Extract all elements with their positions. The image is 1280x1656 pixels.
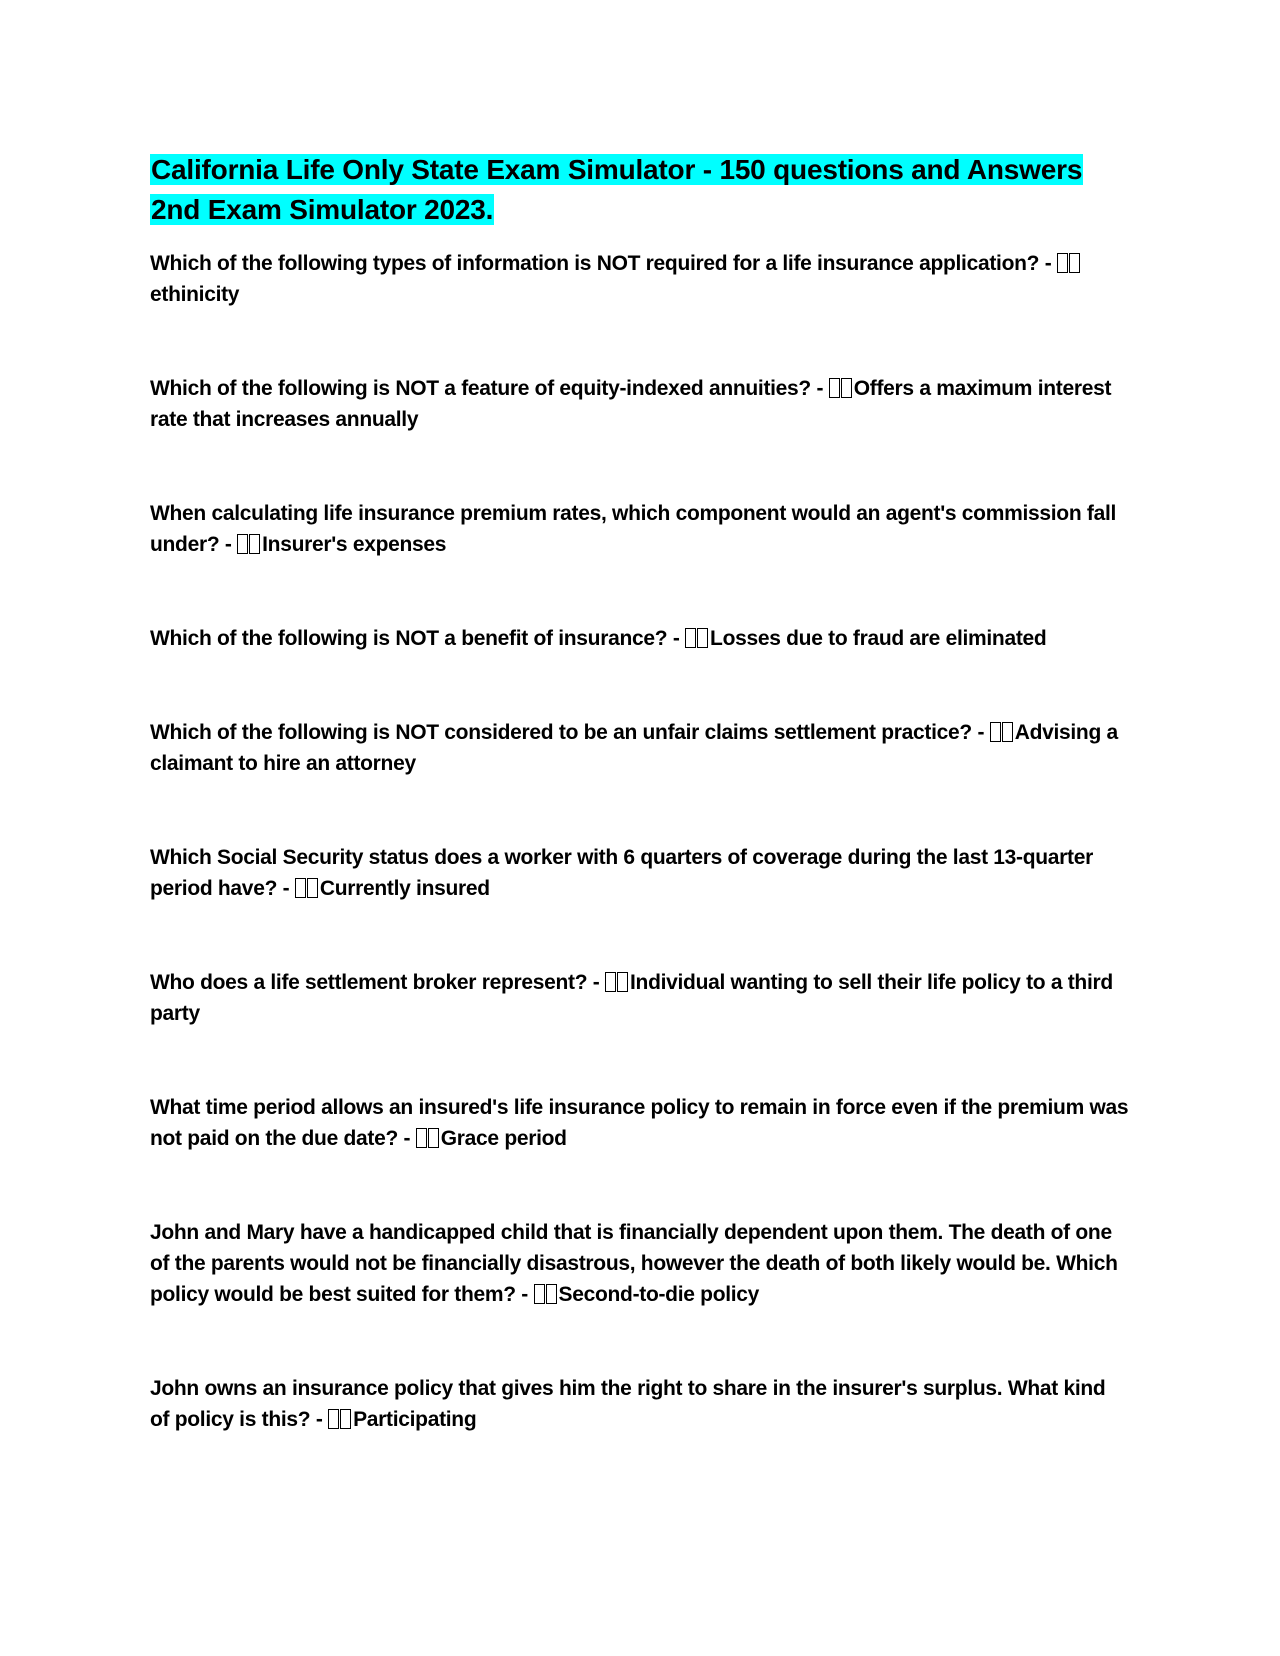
qa-item bbox=[150, 1217, 1130, 1310]
qa-item bbox=[150, 248, 1130, 310]
missing-glyph-box-icon bbox=[841, 378, 852, 398]
question-text: Which of the following is NOT a benefit of insurance? bbox=[150, 627, 668, 650]
answer-text: Advising a claimant to hire an attorney bbox=[150, 721, 1118, 775]
qa-item bbox=[150, 717, 1130, 779]
document-title bbox=[150, 150, 1130, 230]
question-text: John owns an insurance policy that gives him the right to share in the insurer's surplus. What kind of policy is this? bbox=[150, 1377, 1106, 1431]
qa-item bbox=[150, 842, 1130, 904]
question-text: Which of the following is NOT a feature of equity-indexed annuities? bbox=[150, 377, 811, 400]
missing-glyph-box-icon bbox=[340, 1409, 351, 1429]
missing-glyph-box-icon bbox=[249, 534, 260, 554]
missing-glyph-box-icon bbox=[428, 1128, 439, 1148]
qa-separator: - bbox=[971, 721, 990, 744]
answer-text: Insurer's expenses bbox=[262, 533, 447, 556]
missing-glyph-box-icon bbox=[237, 534, 248, 554]
qa-list bbox=[150, 248, 1130, 1435]
missing-glyph-box-icon bbox=[990, 722, 1001, 742]
qa-item bbox=[150, 623, 1130, 654]
question-text: Which Social Security status does a worker with 6 quarters of coverage during the last 13-quarter period have? bbox=[150, 846, 1094, 900]
missing-glyph-box-icon bbox=[605, 972, 616, 992]
missing-glyph-box-icon bbox=[1002, 722, 1013, 742]
question-text: John and Mary have a handicapped child that is financially dependent upon them. The death of one of the parents would not be financially disastrous, however the death of both likely would be. Which policy would be best suited for them? bbox=[150, 1221, 1118, 1306]
qa-separator: - bbox=[810, 377, 829, 400]
qa-item bbox=[150, 373, 1130, 435]
question-text: Which of the following is NOT considered to be an unfair claims settlement practice? bbox=[150, 721, 972, 744]
qa-separator: - bbox=[1039, 252, 1057, 275]
question-text: When calculating life insurance premium rates, which component would an agent's commission fall under? bbox=[150, 502, 1117, 556]
question-text: Which of the following types of information is NOT required for a life insurance application? bbox=[150, 252, 1040, 275]
answer-text: Participating bbox=[353, 1408, 477, 1431]
answer-text: Offers a maximum interest rate that increases annually bbox=[150, 377, 1112, 431]
missing-glyph-box-icon bbox=[295, 878, 306, 898]
answer-text: Losses due to fraud are eliminated bbox=[710, 627, 1047, 650]
qa-item bbox=[150, 1373, 1130, 1435]
answer-text: Currently insured bbox=[319, 877, 490, 900]
qa-item bbox=[150, 498, 1130, 560]
missing-glyph-box-icon bbox=[697, 628, 708, 648]
document-page bbox=[150, 150, 1130, 1498]
missing-glyph-box-icon bbox=[1057, 253, 1068, 273]
qa-separator: - bbox=[219, 533, 238, 556]
qa-item bbox=[150, 967, 1130, 1029]
missing-glyph-box-icon bbox=[416, 1128, 427, 1148]
missing-glyph-box-icon bbox=[307, 878, 318, 898]
qa-item bbox=[150, 1092, 1130, 1154]
qa-separator: - bbox=[667, 627, 686, 650]
missing-glyph-box-icon bbox=[617, 972, 628, 992]
question-text: Who does a life settlement broker represent? bbox=[150, 971, 588, 994]
qa-separator: - bbox=[587, 971, 606, 994]
missing-glyph-box-icon bbox=[829, 378, 840, 398]
missing-glyph-box-icon bbox=[328, 1409, 339, 1429]
missing-glyph-box-icon bbox=[685, 628, 696, 648]
missing-glyph-box-icon bbox=[534, 1284, 545, 1304]
qa-separator: - bbox=[515, 1283, 534, 1306]
answer-text: ethinicity bbox=[150, 283, 240, 306]
title-highlight: California Life Only State Exam Simulator - 150 questions and Answers 2nd Exam Simulator 2023. bbox=[151, 154, 1083, 225]
answer-text: Grace period bbox=[440, 1127, 567, 1150]
answer-text: Second-to-die policy bbox=[558, 1283, 760, 1306]
qa-separator: - bbox=[310, 1408, 329, 1431]
missing-glyph-box-icon bbox=[546, 1284, 557, 1304]
question-text: What time period allows an insured's life insurance policy to remain in force even if the premium was not paid on the due date? bbox=[150, 1096, 1129, 1150]
qa-separator: - bbox=[277, 877, 295, 900]
answer-text: Individual wanting to sell their life policy to a third party bbox=[150, 971, 1113, 1025]
missing-glyph-box-icon bbox=[1069, 253, 1080, 273]
qa-separator: - bbox=[398, 1127, 416, 1150]
